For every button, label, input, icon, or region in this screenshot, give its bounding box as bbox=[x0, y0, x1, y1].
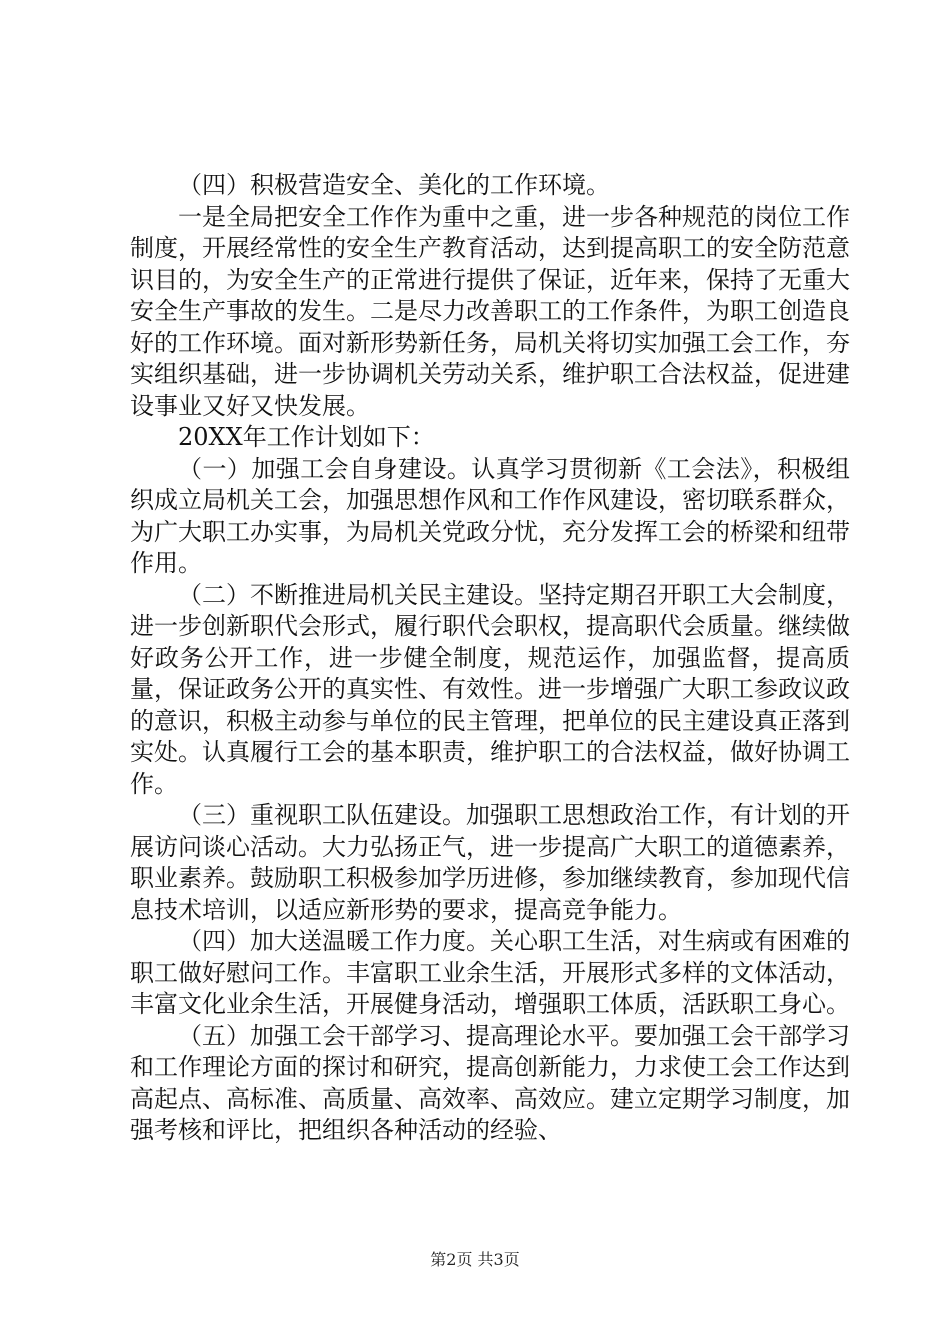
plan-item-5: （五）加强工会干部学习、提高理论水平。要加强工会干部学习和工作理论方面的探讨和研究，提高创新能力，力求使工会工作达到高起点、高标准、高质量、高效率、高效应。建立定期学习制度，加强考核和评比，把组织各种活动的经验、 bbox=[130, 1021, 850, 1144]
plan-item-3: （三）重视职工队伍建设。加强职工思想政治工作，有计划的开展访问谈心活动。大力弘扬正气，进一步提高广大职工的道德素养，职业素养。鼓励职工积极参加学历进修，参加继续教育，参加现代信息技术培训，以适应新形势的要求，提高竞争能力。 bbox=[130, 801, 850, 924]
plan-intro: 20XX年工作计划如下： bbox=[178, 423, 435, 451]
plan-item-2: （二）不断推进局机关民主建设。坚持定期召开职工大会制度，进一步创新职代会形式，履行职代会职权，提高职代会质量。继续做好政务公开工作，进一步健全制度，规范运作，加强监督，提高质量，保证政务公开的真实性、有效性。进一步增强广大职工参政议政的意识，积极主动参与单位的民主管理，把单位的民主建设真正落到实处。认真履行工会的基本职责，维护职工的合法权益，做好协调工作。 bbox=[130, 580, 850, 798]
page-footer: 第2页 共3页 bbox=[430, 1250, 520, 1269]
plan-item-4: （四）加大送温暖工作力度。关心职工生活，对生病或有困难的职工做好慰问工作。丰富职工业余生活，开展形式多样的文体活动，丰富文化业余生活，开展健身活动，增强职工体质，活跃职工身心。 bbox=[130, 927, 850, 1018]
paragraph-safety-details: 一是全局把安全工作作为重中之重，进一步各种规范的岗位工作制度，开展经常性的安全生产教育活动，达到提高职工的安全防范意识目的，为安全生产的正常进行提供了保证，近年来，保持了无重大安全生产事故的发生。二是尽力改善职工的工作条件，为职工创造良好的工作环境。面对新形势新任务，局机关将切实加强工会工作，夯实组织基础，进一步协调机关劳动关系，维护职工合法权益，促进建设事业又好又快发展。 bbox=[130, 202, 850, 420]
section-heading-safety: （四）积极营造安全、美化的工作环境。 bbox=[178, 171, 610, 199]
plan-item-1: （一）加强工会自身建设。认真学习贯彻新《工会法》，积极组织成立局机关工会，加强思想作风和工作作风建设，密切联系群众，为广大职工办实事，为局机关党政分忧，充分发挥工会的桥梁和纽带作用。 bbox=[130, 454, 850, 577]
document-body bbox=[130, 170, 850, 1147]
